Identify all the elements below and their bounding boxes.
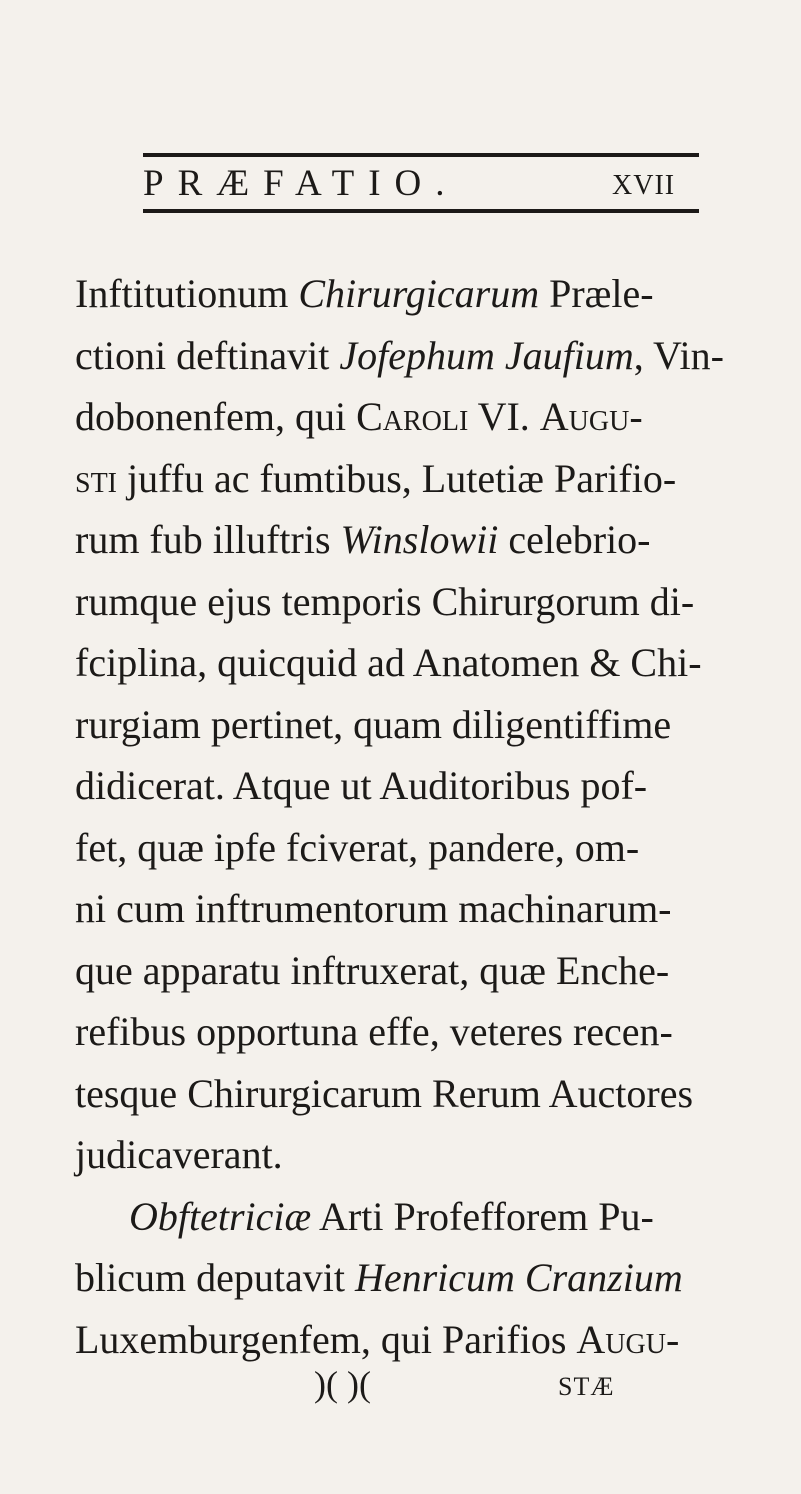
- text-line: [75, 1191, 654, 1243]
- italic-name: Winslowii: [340, 517, 499, 562]
- text-line: [75, 637, 702, 689]
- text-line: [75, 760, 647, 812]
- italic-name: Henricum Cranzium: [354, 1255, 683, 1300]
- italic-name: Chirurgicarum: [298, 271, 540, 316]
- text-line: [75, 822, 639, 874]
- text-run: que apparatu inftruxerat, quæ Enche-: [75, 947, 670, 993]
- text-run: Arti Profefforem Pu-: [311, 1193, 654, 1239]
- text-run: judicaverant.: [75, 1132, 283, 1177]
- text-line: [75, 1129, 283, 1181]
- text-line: [75, 883, 672, 935]
- text-run: rum fub illuftris: [75, 517, 341, 562]
- text-line: [75, 1068, 693, 1120]
- text-line: [75, 453, 676, 505]
- text-line: [75, 330, 724, 382]
- text-line: [75, 699, 671, 751]
- text-line: [75, 945, 669, 997]
- text-run: , Vin-: [633, 332, 724, 378]
- text-run: tesque Chirurgicarum Rerum Auctores: [75, 1070, 694, 1116]
- text-run: Præle-: [539, 271, 654, 316]
- running-head-title: PRÆFATIO.: [143, 163, 459, 204]
- text-line: [75, 576, 694, 628]
- text-run: Luxemburgenfem, qui Parifios: [75, 1316, 577, 1362]
- text-run: rumque ejus temporis Chirurgorum di-: [75, 578, 695, 624]
- text-run: rurgiam pertinet, quam diligentiffime: [75, 701, 672, 747]
- text-run: ctioni deftinavit: [75, 332, 340, 378]
- header-rule-bottom: [143, 209, 699, 213]
- text-run: Inftitutionum: [75, 271, 299, 316]
- small-caps-text: sti: [75, 455, 117, 501]
- page-number: XVII: [612, 170, 676, 201]
- text-line: [75, 391, 643, 443]
- small-caps-text: Caroli: [356, 394, 469, 439]
- text-run: dobonenfem, qui: [75, 394, 357, 439]
- text-run: didicerat. Atque ut Auditoribus pof-: [75, 763, 648, 808]
- text-line: [75, 268, 654, 320]
- text-run: fciplina, quicquid ad Anatomen & Chi-: [75, 640, 702, 685]
- text-line: [75, 514, 650, 566]
- text-run: refibus opportuna effe, veteres recen-: [75, 1009, 673, 1054]
- small-caps-text: Augu-: [576, 1316, 680, 1362]
- catchword: STÆ: [558, 1372, 615, 1401]
- text-run: VI.: [468, 394, 540, 439]
- text-run: celebrio-: [498, 517, 651, 562]
- small-caps-text: Augu-: [539, 394, 643, 439]
- header-rule-top: [143, 153, 699, 157]
- italic-name: Jofephum Jaufium: [339, 332, 634, 378]
- text-run: fet, quæ ipfe fciverat, pandere, om-: [75, 824, 640, 870]
- text-run: ni cum inftrumentorum machinarum-: [75, 886, 672, 931]
- signature-mark: )( )(: [314, 1364, 371, 1404]
- text-line: [75, 1252, 683, 1304]
- text-line: [75, 1314, 679, 1366]
- text-line: [75, 1006, 673, 1058]
- italic-name: Obftetriciæ: [129, 1193, 312, 1239]
- text-run: blicum deputavit: [75, 1255, 355, 1300]
- text-run: juffu ac fumtibus, Lutetiæ Parifio-: [117, 455, 677, 501]
